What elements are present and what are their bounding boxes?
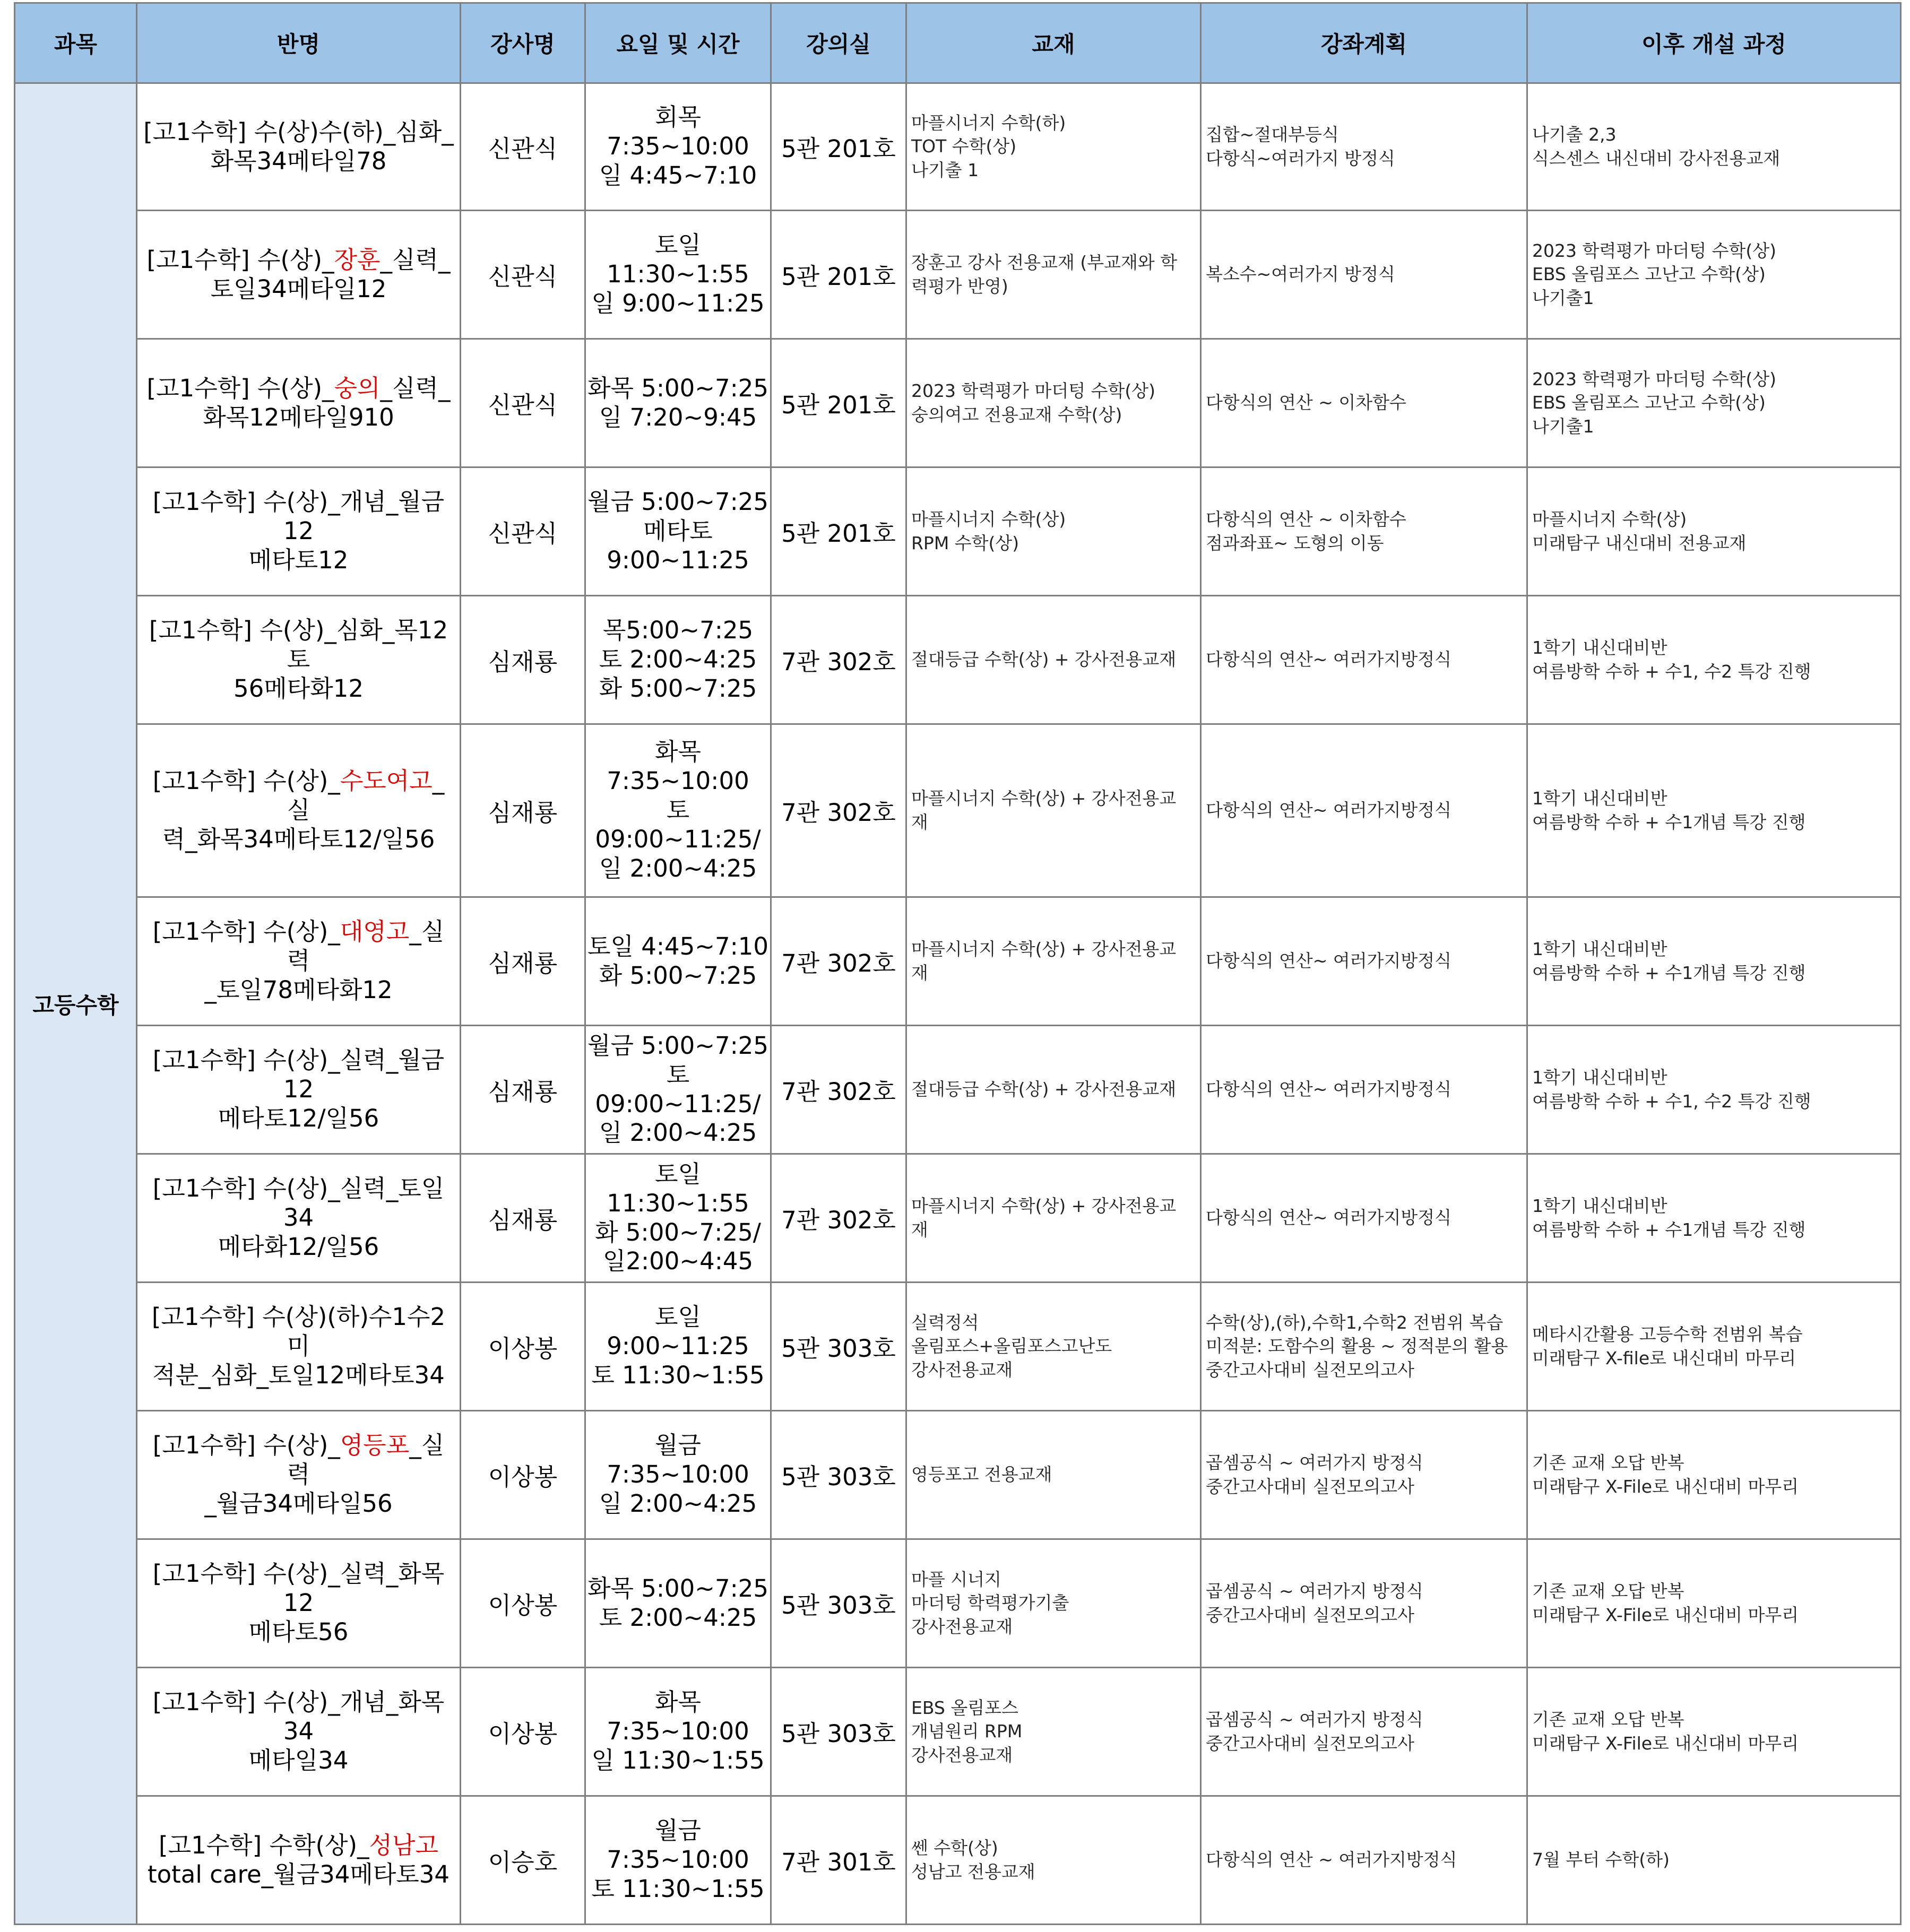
room-cell: 5관 303호 — [771, 1283, 906, 1411]
textbook-line: 2023 학력평가 마더텅 수학(상) — [911, 380, 1155, 401]
header-room: 강의실 — [771, 3, 906, 83]
day-time-line: 화목 — [655, 1688, 701, 1717]
day-time-line: 화목 — [655, 738, 701, 766]
day-time-line: 토09:00~11:25/ — [595, 1060, 761, 1118]
table-row — [15, 1796, 1901, 1925]
instructor-cell: 이상봉 — [461, 1283, 585, 1411]
table-row — [15, 897, 1901, 1026]
textbook-line: 절대등급 수학(상) + 강사전용교재 — [911, 1079, 1177, 1100]
day-time-line: 화목 5:00~7:25 — [587, 374, 769, 402]
instructor-cell: 심재룡 — [461, 1154, 585, 1283]
plan-line: 다항식의 연산~ 여러가지방정식 — [1206, 1079, 1452, 1100]
room-cell: 7관 302호 — [771, 1026, 906, 1154]
textbook-line: 마더텅 학력평가기출 — [911, 1592, 1069, 1614]
plan-line: 다항식의 연산~ 여러가지방정식 — [1206, 800, 1452, 821]
next-course-cell — [1527, 1154, 1901, 1283]
next-course-line: 미래탐구 X-File로 내신대비 마무리 — [1532, 1732, 1799, 1754]
plan-cell — [1201, 211, 1527, 339]
textbook-line: 강사전용교재 — [911, 1359, 1013, 1380]
class-name-line: total care_월금34메타토34 — [147, 1860, 450, 1888]
day-time-line: 회목 — [655, 103, 701, 132]
next-course-cell — [1527, 596, 1901, 724]
next-course-line: 나기출 2,3 — [1532, 124, 1617, 145]
room-cell: 7관 302호 — [771, 596, 906, 724]
plan-line: 다항식의 연산~ 여러가지방정식 — [1206, 950, 1452, 972]
room-cell: 5관 201호 — [771, 339, 906, 467]
class-name-line: 화목12메타일910 — [203, 403, 394, 431]
instructor-cell: 신관식 — [461, 211, 585, 339]
day-time-line: 토 2:00~4:25 — [599, 1603, 757, 1632]
class-name-prefix: [고1수학] 수(상)_ — [146, 374, 334, 402]
table-row — [15, 1026, 1901, 1154]
day-time-line: 7:35~10:00 — [607, 1717, 749, 1746]
class-name-line: 적분_심화_토일12메타토34 — [152, 1361, 445, 1389]
subject-cell: 고등수학 — [15, 83, 137, 1925]
next-course-cell — [1527, 1411, 1901, 1539]
plan-line: 점과좌표~ 도형의 이동 — [1206, 532, 1384, 553]
class-name-prefix: [고1수학] 수(상)_ — [152, 917, 340, 946]
instructor-cell: 이상봉 — [461, 1411, 585, 1539]
textbook-cell — [906, 467, 1201, 596]
day-time-line: 7:35~10:00 — [607, 132, 749, 161]
room-cell: 5관 303호 — [771, 1411, 906, 1539]
instructor-cell: 심재룡 — [461, 724, 585, 897]
next-course-cell — [1527, 897, 1901, 1026]
header-day-time: 요일 및 시간 — [585, 3, 771, 83]
class-name-line: [고1수학] 수(상)_실력_월금12 — [152, 1046, 445, 1104]
textbook-line: 개념원리 RPM — [911, 1721, 1023, 1742]
next-course-line: EBS 올림포스 고난고 수학(상) — [1532, 392, 1766, 413]
day-time-line: 일 7:20~9:45 — [599, 403, 757, 431]
plan-line: 다항식의 연산 ~ 이차함수 — [1206, 392, 1406, 413]
plan-cell — [1201, 1026, 1527, 1154]
day-time-line: 토 2:00~4:25 — [599, 645, 757, 674]
class-name-suffix: _실 — [287, 767, 445, 825]
table-row — [15, 724, 1901, 897]
class-name-suffix: _실력 — [287, 1431, 445, 1489]
next-course-cell — [1527, 1539, 1901, 1668]
day-time-line: 일 2:00~4:25 — [599, 1119, 757, 1147]
textbook-cell — [906, 339, 1201, 467]
textbook-cell — [906, 83, 1201, 211]
textbook-line: 재 — [911, 962, 928, 983]
next-course-line: 미래탐구 X-File로 내신대비 마무리 — [1532, 1476, 1799, 1497]
day-time-line: 화목 5:00~7:25 — [587, 1574, 769, 1602]
instructor-cell: 이상봉 — [461, 1668, 585, 1796]
class-name-cell — [137, 211, 461, 339]
table-row — [15, 1154, 1901, 1283]
next-course-cell — [1527, 467, 1901, 596]
next-course-line: 1학기 내신대비반 — [1532, 1067, 1667, 1088]
plan-cell — [1201, 897, 1527, 1026]
school-name-highlight: 대영고 — [340, 917, 410, 946]
class-name-prefix: [고1수학] 수학(상)_ — [159, 1831, 369, 1859]
class-name-line: [고1수학] 수(상)_개념_월금12 — [152, 488, 445, 545]
next-course-line: 2023 학력평가 마더텅 수학(상) — [1532, 368, 1776, 389]
header-textbook: 교재 — [906, 3, 1201, 83]
next-course-line: 기존 교재 오답 반복 — [1532, 1452, 1684, 1473]
next-course-line: 식스센스 내신대비 강사전용교재 — [1532, 148, 1781, 169]
day-time-line: 7:35~10:00 — [607, 1846, 749, 1874]
class-name-line: 메타화12/일56 — [218, 1232, 379, 1261]
plan-line: 미적분: 도함수의 활용 ~ 정적분의 활용 — [1206, 1336, 1508, 1357]
class-name-cell — [137, 596, 461, 724]
class-name-cell — [137, 724, 461, 897]
plan-cell — [1201, 1539, 1527, 1668]
day-time-cell — [585, 211, 771, 339]
next-course-cell — [1527, 1796, 1901, 1925]
textbook-line: TOT 수학(상) — [911, 136, 1017, 157]
textbook-line: 마플시너지 수학(상) + 강사전용교 — [911, 938, 1177, 959]
day-time-line: 토일 9:00~11:25 — [607, 1303, 749, 1361]
plan-line: 다항식의 연산 ~ 이차함수 — [1206, 508, 1406, 530]
instructor-cell: 이승호 — [461, 1796, 585, 1925]
day-time-line: 화 5:00~7:25/ — [595, 1218, 761, 1246]
textbook-line: 마플시너지 수학(상) + 강사전용교 — [911, 787, 1177, 809]
day-time-line: 일 2:00~4:25 — [599, 1489, 757, 1518]
class-name-line: 력_화목34메타토12/일56 — [162, 825, 435, 853]
next-course-line: 기존 교재 오답 반복 — [1532, 1709, 1684, 1730]
class-name-line: [고1수학] 수(상)수(하)_심화_ — [143, 117, 454, 146]
class-name-line: [고1수학] 수(상)_실력_토일34 — [152, 1174, 445, 1232]
class-name-cell — [137, 1026, 461, 1154]
day-time-line: 토일 4:45~7:10 — [587, 932, 769, 960]
textbook-line: 강사전용교재 — [911, 1744, 1013, 1765]
class-name-line — [142, 917, 455, 976]
plan-line: 복소수~여러가지 방정식 — [1206, 264, 1395, 285]
plan-line: 곱셈공식 ~ 여러가지 방정식 — [1206, 1709, 1423, 1730]
plan-line: 다항식의 연산 ~ 여러가지방정식 — [1206, 1849, 1457, 1870]
day-time-line: 월금 — [655, 1431, 701, 1460]
textbook-line: 쎈 수학(상) — [911, 1837, 998, 1858]
textbook-line: 강사전용교재 — [911, 1616, 1013, 1637]
plan-cell — [1201, 83, 1527, 211]
next-course-cell — [1527, 724, 1901, 897]
textbook-cell — [906, 897, 1201, 1026]
day-time-line: 일 11:30~1:55 — [591, 1746, 765, 1774]
textbook-cell — [906, 1411, 1201, 1539]
plan-cell — [1201, 339, 1527, 467]
class-name-suffix: _실력_ — [380, 374, 451, 402]
plan-cell — [1201, 1668, 1527, 1796]
class-name-line: 메타일34 — [248, 1746, 349, 1774]
instructor-cell: 심재룡 — [461, 897, 585, 1026]
class-name-cell — [137, 1411, 461, 1539]
day-time-line: 월금 5:00~7:25 — [587, 1031, 769, 1060]
table-row — [15, 339, 1901, 467]
day-time-cell — [585, 1668, 771, 1796]
textbook-line: 재 — [911, 1219, 928, 1240]
day-time-cell — [585, 339, 771, 467]
class-name-cell — [137, 83, 461, 211]
next-course-line: 미래탐구 X-file로 내신대비 마무리 — [1532, 1347, 1796, 1368]
day-time-line: 9:00~11:25 — [607, 545, 749, 574]
class-name-line: [고1수학] 수(상)_실력_화목12 — [152, 1560, 445, 1617]
next-course-cell — [1527, 83, 1901, 211]
day-time-cell — [585, 1154, 771, 1283]
textbook-line: 올림포스+올림포스고난도 — [911, 1336, 1112, 1357]
next-course-cell — [1527, 339, 1901, 467]
class-name-prefix: [고1수학] 수(상)_ — [146, 245, 334, 274]
next-course-line: 기존 교재 오답 반복 — [1532, 1580, 1684, 1601]
class-name-cell — [137, 897, 461, 1026]
day-time-line: 일 9:00~11:25 — [591, 289, 765, 317]
header-class-name: 반명 — [137, 3, 461, 83]
class-name-cell — [137, 1154, 461, 1283]
day-time-cell — [585, 1796, 771, 1925]
plan-line: 수학(상),(하),수학1,수학2 전범위 복습 — [1206, 1312, 1503, 1333]
textbook-line: 실력정석 — [911, 1312, 979, 1333]
table-row — [15, 1668, 1901, 1796]
room-cell: 5관 303호 — [771, 1668, 906, 1796]
plan-cell — [1201, 596, 1527, 724]
plan-line: 곱셈공식 ~ 여러가지 방정식 — [1206, 1580, 1423, 1601]
plan-line: 집합~절대부등식 — [1206, 124, 1339, 145]
class-name-line: _월금34메타일56 — [204, 1489, 393, 1518]
table-row — [15, 1539, 1901, 1668]
textbook-cell — [906, 596, 1201, 724]
textbook-line: RPM 수학(상) — [911, 532, 1019, 553]
plan-cell — [1201, 724, 1527, 897]
textbook-line: 마플 시너지 — [911, 1569, 1001, 1590]
instructor-cell: 신관식 — [461, 83, 585, 211]
textbook-cell — [906, 1154, 1201, 1283]
day-time-line: 토09:00~11:25/ — [595, 796, 761, 853]
day-time-line: 토 11:30~1:55 — [591, 1361, 765, 1389]
plan-line: 중간고사대비 실전모의고사 — [1206, 1732, 1415, 1754]
next-course-line: 여름방학 수하 + 수1개념 특강 진행 — [1532, 811, 1806, 833]
plan-line: 다항식의 연산~ 여러가지방정식 — [1206, 649, 1452, 670]
class-name-line — [142, 374, 455, 403]
school-name-highlight: 영등포 — [340, 1431, 410, 1460]
day-time-line: 일2:00~4:45 — [602, 1247, 754, 1276]
table-row — [15, 211, 1901, 339]
textbook-line: 마플시너지 수학(상) + 강사전용교 — [911, 1195, 1177, 1216]
textbook-line: 나기출 1 — [911, 159, 979, 180]
day-time-line: 일 2:00~4:25 — [599, 854, 757, 882]
schedule-table — [14, 2, 1902, 1925]
class-name-cell — [137, 1668, 461, 1796]
textbook-line: 성남고 전용교재 — [911, 1861, 1035, 1882]
class-name-cell — [137, 1283, 461, 1411]
school-name-highlight: 장훈 — [334, 245, 381, 274]
day-time-line: 월금 5:00~7:25 — [587, 488, 769, 516]
textbook-line: 재 — [911, 811, 928, 833]
table-row — [15, 596, 1901, 724]
plan-cell — [1201, 1796, 1527, 1925]
class-name-line: 화목34메타일78 — [210, 146, 387, 175]
plan-cell — [1201, 1283, 1527, 1411]
plan-cell — [1201, 467, 1527, 596]
instructor-cell: 심재룡 — [461, 1026, 585, 1154]
room-cell: 7관 302호 — [771, 1154, 906, 1283]
class-name-suffix: _실력_ — [380, 245, 451, 274]
class-name-suffix: _실력 — [287, 917, 445, 975]
table-row — [15, 1411, 1901, 1539]
textbook-cell — [906, 211, 1201, 339]
class-name-line: 메타토12 — [248, 545, 349, 574]
textbook-line: 마플시너지 수학(상) — [911, 508, 1066, 530]
day-time-cell — [585, 596, 771, 724]
next-course-line: EBS 올림포스 고난고 수학(상) — [1532, 264, 1766, 285]
instructor-cell: 신관식 — [461, 339, 585, 467]
class-name-line: [고1수학] 수(상)_심화_목12토 — [149, 616, 448, 674]
class-name-line: [고1수학] 수(상)(하)수1수2미 — [151, 1303, 446, 1361]
next-course-line: 여름방학 수하 + 수1, 수2 특강 진행 — [1532, 1090, 1811, 1112]
plan-line: 다항식의 연산~ 여러가지방정식 — [1206, 1207, 1452, 1228]
room-cell: 7관 302호 — [771, 897, 906, 1026]
class-name-line: 메타토12/일56 — [218, 1104, 379, 1132]
class-name-line: 메타토56 — [248, 1617, 349, 1646]
class-name-line: 56메타화12 — [234, 674, 364, 703]
school-name-highlight: 성남고 — [369, 1831, 438, 1859]
day-time-line: 화 5:00~7:25 — [599, 961, 757, 990]
next-course-line: 1학기 내신대비반 — [1532, 787, 1667, 809]
next-course-cell — [1527, 1283, 1901, 1411]
day-time-cell — [585, 724, 771, 897]
class-name-line: [고1수학] 수(상)_개념_화목34 — [152, 1688, 445, 1746]
class-name-cell — [137, 339, 461, 467]
day-time-line: 화 5:00~7:25 — [599, 674, 757, 703]
day-time-cell — [585, 1026, 771, 1154]
textbook-cell — [906, 1283, 1201, 1411]
textbook-line: EBS 올림포스 — [911, 1697, 1018, 1718]
instructor-cell: 이상봉 — [461, 1539, 585, 1668]
instructor-cell: 신관식 — [461, 467, 585, 596]
next-course-line: 1학기 내신대비반 — [1532, 637, 1667, 658]
textbook-cell — [906, 1539, 1201, 1668]
textbook-cell — [906, 1668, 1201, 1796]
next-course-line: 1학기 내신대비반 — [1532, 1195, 1667, 1216]
textbook-line: 장훈고 강사 전용교재 (부교재와 학 — [911, 252, 1178, 273]
textbook-line: 영등포고 전용교재 — [911, 1464, 1052, 1485]
header-subject: 과목 — [15, 3, 137, 83]
day-time-line: 토 11:30~1:55 — [591, 1874, 765, 1903]
day-time-line: 월금 — [655, 1816, 701, 1845]
plan-line: 중간고사대비 실전모의고사 — [1206, 1604, 1415, 1625]
day-time-cell — [585, 1411, 771, 1539]
textbook-line: 마플시너지 수학(하) — [911, 112, 1066, 133]
textbook-cell — [906, 1026, 1201, 1154]
next-course-cell — [1527, 1026, 1901, 1154]
class-name-cell — [137, 467, 461, 596]
instructor-cell: 심재룡 — [461, 596, 585, 724]
plan-line: 중간고사대비 실전모의고사 — [1206, 1476, 1415, 1497]
plan-cell — [1201, 1154, 1527, 1283]
header-plan: 강좌계획 — [1201, 3, 1527, 83]
room-cell: 7관 301호 — [771, 1796, 906, 1925]
day-time-line: 메타토 — [643, 517, 713, 545]
textbook-line: 숭의여고 전용교재 수학(상) — [911, 404, 1122, 425]
header-instructor: 강사명 — [461, 3, 585, 83]
class-name-prefix: [고1수학] 수(상)_ — [152, 1431, 340, 1460]
next-course-line: 마플시너지 수학(상) — [1532, 508, 1687, 530]
room-cell: 5관 201호 — [771, 467, 906, 596]
next-course-cell — [1527, 1668, 1901, 1796]
room-cell: 5관 303호 — [771, 1539, 906, 1668]
class-name-prefix: [고1수학] 수(상)_ — [152, 767, 340, 795]
textbook-cell — [906, 1796, 1201, 1925]
next-course-line: 2023 학력평가 마더텅 수학(상) — [1532, 240, 1776, 261]
table-row — [15, 467, 1901, 596]
next-course-line: 메타시간활용 고등수학 전범위 복습 — [1532, 1323, 1803, 1345]
class-name-line — [142, 1831, 455, 1860]
class-name-line: 토일34메타일12 — [210, 274, 387, 303]
textbook-cell — [906, 724, 1201, 897]
plan-line: 다항식~여러가지 방정식 — [1206, 148, 1395, 169]
header-next-course: 이후 개설 과정 — [1527, 3, 1901, 83]
textbook-line: 력평가 반영) — [911, 275, 1008, 297]
day-time-cell — [585, 897, 771, 1026]
next-course-cell — [1527, 211, 1901, 339]
next-course-line: 여름방학 수하 + 수1개념 특강 진행 — [1532, 962, 1806, 983]
next-course-line: 7월 부터 수학(하) — [1532, 1849, 1670, 1870]
day-time-line: 7:35~10:00 — [607, 1460, 749, 1489]
day-time-cell — [585, 83, 771, 211]
class-name-line — [142, 246, 455, 275]
day-time-cell — [585, 1283, 771, 1411]
day-time-cell — [585, 467, 771, 596]
plan-cell — [1201, 1411, 1527, 1539]
table-row — [15, 83, 1901, 211]
day-time-line: 토일 11:30~1:55 — [607, 1159, 749, 1217]
room-cell: 5관 201호 — [771, 211, 906, 339]
day-time-line: 토일 11:30~1:55 — [607, 231, 749, 289]
table-row — [15, 1283, 1901, 1411]
class-name-cell — [137, 1539, 461, 1668]
room-cell: 5관 201호 — [771, 83, 906, 211]
next-course-line: 미래탐구 X-File로 내신대비 마무리 — [1532, 1604, 1799, 1625]
day-time-line: 7:35~10:00 — [607, 767, 749, 795]
day-time-line: 목5:00~7:25 — [602, 616, 754, 645]
next-course-line: 여름방학 수하 + 수1개념 특강 진행 — [1532, 1219, 1806, 1240]
class-name-line — [142, 767, 455, 825]
day-time-line: 일 4:45~7:10 — [599, 161, 757, 189]
school-name-highlight: 수도여고 — [340, 767, 433, 795]
next-course-line: 여름방학 수하 + 수1, 수2 특강 진행 — [1532, 661, 1811, 682]
day-time-cell — [585, 1539, 771, 1668]
school-name-highlight: 숭의 — [334, 374, 381, 402]
next-course-line: 미래탐구 내신대비 전용교재 — [1532, 532, 1747, 553]
class-name-line — [142, 1431, 455, 1489]
textbook-line: 절대등급 수학(상) + 강사전용교재 — [911, 649, 1177, 670]
room-cell: 7관 302호 — [771, 724, 906, 897]
plan-line: 곱셈공식 ~ 여러가지 방정식 — [1206, 1452, 1423, 1473]
class-name-line: _토일78메타화12 — [204, 975, 393, 1004]
next-course-line: 나기출1 — [1532, 287, 1594, 308]
plan-line: 중간고사대비 실전모의고사 — [1206, 1359, 1415, 1380]
header-row — [15, 3, 1901, 83]
next-course-line: 1학기 내신대비반 — [1532, 938, 1667, 959]
class-name-cell — [137, 1796, 461, 1925]
next-course-line: 나기출1 — [1532, 415, 1594, 437]
